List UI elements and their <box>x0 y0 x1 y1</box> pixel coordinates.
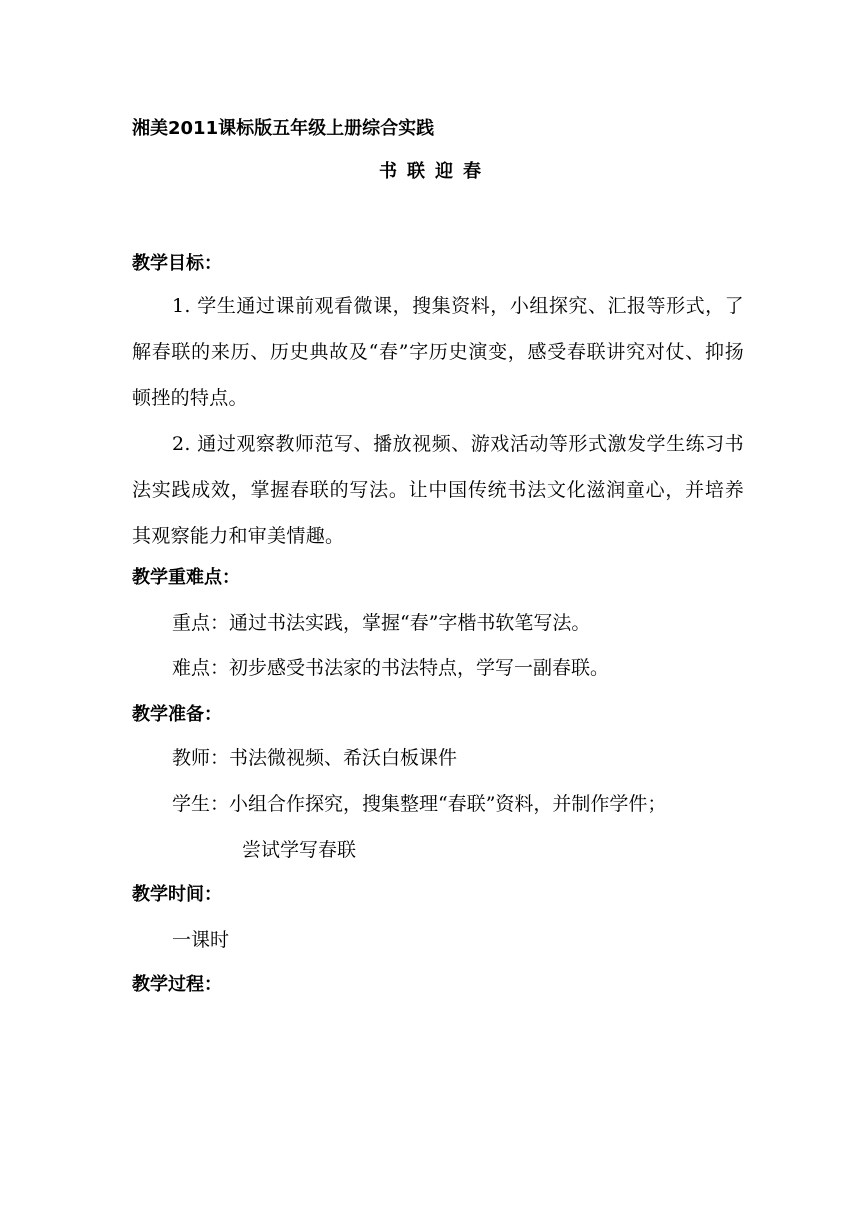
student-preparation: 学生：小组合作探究，搜集整理“春联”资料，并制作学件； <box>172 793 667 815</box>
difficult-point-text: 难点：初步感受书法家的书法特点，学写一副春联。 <box>172 657 610 679</box>
time-value: 一课时 <box>172 929 230 951</box>
teacher-preparation: 教师：书法微视频、希沃白板课件 <box>172 747 458 769</box>
time-heading: 教学时间： <box>132 884 222 905</box>
course-title: 湘美2011课标版五年级上册综合实践 <box>132 118 435 139</box>
lesson-title: 书联迎春 <box>379 161 491 182</box>
key-point-text: 重点：通过书法实践，掌握“春”字楷书软笔写法。 <box>172 612 591 634</box>
objective-item-2: 2. 通过观察教师范写、播放视频、游戏活动等形式激发学生练习书法实践成效，掌握春联的写法。让中国传统书法文化滋润童心，并培养其观察能力和审美情趣。 <box>132 433 744 547</box>
preparation-heading: 教学准备： <box>132 704 222 725</box>
objective-item-1: 1. 学生通过课前观看微课，搜集资料，小组探究、汇报等形式，了解春联的来历、历史典故及“春”字历史演变，感受春联讲究对仗、抑扬顿挫的特点。 <box>132 295 744 409</box>
student-preparation-continued: 尝试学写春联 <box>242 839 357 861</box>
key-points-heading: 教学重难点： <box>132 567 240 588</box>
process-heading: 教学过程： <box>132 974 222 995</box>
objectives-heading: 教学目标： <box>132 253 222 274</box>
